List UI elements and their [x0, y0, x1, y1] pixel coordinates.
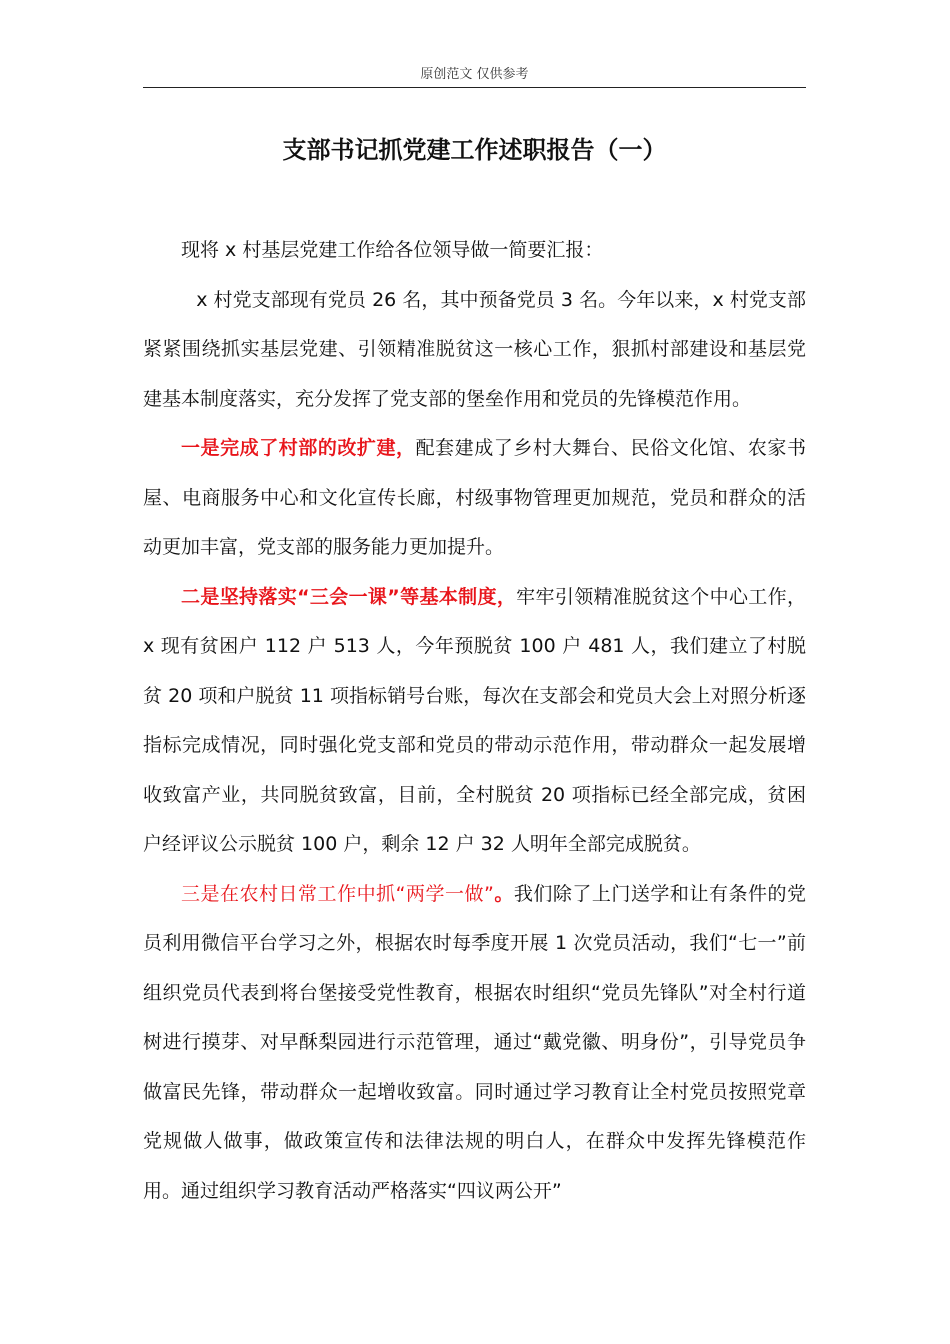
point-one-paragraph — [143, 424, 806, 573]
overview-paragraph: x 村党支部现有党员 26 名，其中预备党员 3 名。今年以来，x 村党支部紧紧围绕抓实基层党建、引领精准脱贫这一核心工作，狠抓村部建设和基层党建基本制度落实，充分发挥了党支部的堡垒作用和党员的先锋模范作用。 — [143, 288, 806, 410]
intro-paragraph: 现将 x 村基层党建工作给各位领导做一简要汇报： — [181, 239, 604, 261]
header-text: 原创范文 仅供参考 — [420, 67, 529, 82]
point-one-lead: 一是完成了村部的改扩建， — [181, 437, 416, 459]
point-two-lead: 二是坚持落实“三会一课”等基本制度， — [181, 585, 517, 608]
point-three-body: 我们除了上门送学和让有条件的党员利用微信平台学习之外，根据农时每季度开展 1 次党员活动，我们“七一”前组织党员代表到将台堡接受党性教育，根据农时组织“党员先锋队”对全村行道树进行摸芽、对早酥梨园进行示范管理，通过“戴党徽、明身份”，引导党员争做富民先锋，带动群众一起增收致富。同时通过学习教育让全村党员按照党章党规做人做事，做政策宣传和法律法规的明白人，在群众中发挥先锋模范作用。通过组织学习教育活动严格落实“四议两公开” — [143, 882, 806, 1202]
point-three-lead: 三是在农村日常工作中抓“两学一做” — [181, 882, 494, 905]
point-one-body: 配套建成了乡村大舞台、民俗文化馆、农家书屋、电商服务中心和文化宣传长廊，村级事物管理更加规范，党员和群众的活动更加丰富，党支部的服务能力更加提升。 — [143, 437, 806, 558]
point-three-paragraph — [143, 870, 806, 1217]
document-title: 支部书记抓党建工作述职报告（一） — [282, 136, 667, 164]
document-body — [143, 226, 806, 1216]
point-two-paragraph — [143, 573, 806, 870]
point-three-lead-end: 。 — [493, 882, 514, 905]
point-two-body: 牢牢引领精准脱贫这个中心工作，x 现有贫困户 112 户 513 人，今年预脱贫 100 户 481 人，我们建立了村脱贫 20 项和户脱贫 11 项指标销号台账，每次在支部会和党员大会上对照分析逐指标完成情况，同时强化党支部和党员的带动示范作用，带动群众一起发展增收致富产业，共同脱贫致富，目前，全村脱贫 20 项指标已经全部完成，贫困户经评议公示脱贫 100 户，剩余 12 户 32 人明年全部完成脱贫。 — [143, 585, 806, 855]
page-header — [143, 66, 806, 88]
